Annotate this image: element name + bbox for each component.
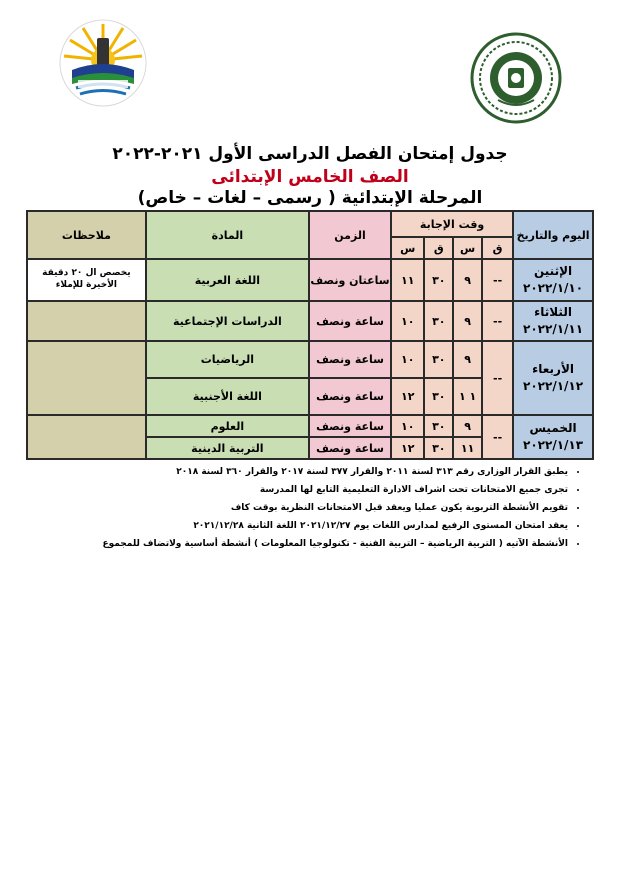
cell-h1: ٩ — [453, 259, 482, 301]
cell-q2: ٣٠ — [424, 259, 453, 301]
list-item: • تقويم الأنشطة التربوية يكون عمليا ويعقد قبل الامتحانات النظرية بوقت كاف — [20, 499, 568, 517]
day-cell — [513, 415, 593, 459]
cell-subject: الدراسات الإجتماعية — [146, 301, 309, 341]
table-row — [27, 301, 593, 341]
cell-q2: ٣٠ — [424, 301, 453, 341]
cell-note: يخصص ال ٢٠ دقيقة الأخيرة للإملاء — [27, 259, 146, 301]
cell-q1: -- — [482, 415, 513, 459]
cell-duration: ساعة ونصف — [309, 437, 391, 459]
stage-title: المرحلة الإبتدائية ( رسمى – لغات – خاص) — [137, 188, 483, 208]
cell-subject: اللغة الأجنبية — [146, 378, 309, 415]
cell-duration: ساعة ونصف — [309, 301, 391, 341]
cell-h2: ١٠ — [391, 301, 424, 341]
cell-subject: العلوم — [146, 415, 309, 437]
cell-q1: -- — [482, 341, 513, 415]
header-notes: ملاحظات — [27, 211, 146, 259]
day-cell — [513, 301, 593, 341]
day-date: ٢٠٢٢/١/١٠ — [523, 281, 584, 295]
header-answer-time: وقت الإجابة — [391, 211, 513, 237]
cell-duration: ساعتان ونصف — [309, 259, 391, 301]
cell-duration: ساعة ونصف — [309, 341, 391, 378]
exam-schedule-table — [26, 210, 594, 460]
cell-q1: -- — [482, 259, 513, 301]
cell-h2: ١٠ — [391, 341, 424, 378]
sub-hours-end: س — [391, 237, 424, 259]
day-date: ٢٠٢٢/١/١١ — [523, 322, 584, 336]
grade-title: الصف الخامس الإبتدائى — [211, 167, 409, 187]
cell-h2: ١٠ — [391, 415, 424, 437]
cell-subject: اللغة العربية — [146, 259, 309, 301]
cell-duration: ساعة ونصف — [309, 378, 391, 415]
list-item: • الأنشطة الآتيه ( التربية الرياضية – التربية الفنية - تكنولوجيا المعلومات ) أنشطة أساسية ولاتضاف للمجموع — [20, 535, 568, 553]
exam-title: جدول إمتحان الفصل الدراسى الأول ٢٠٢١-٢٠٢٢ — [112, 144, 508, 164]
cell-q1: -- — [482, 301, 513, 341]
cell-h2: ١١ — [391, 259, 424, 301]
cell-note — [27, 301, 146, 341]
notes-list — [20, 463, 582, 553]
table-row — [27, 341, 593, 378]
sub-minutes-start: ق — [482, 237, 513, 259]
day-name: الثلاثاء — [534, 305, 572, 320]
day-name: الخميس — [529, 421, 577, 436]
list-item: • تجرى جميع الامتحانات تحت اشراف الادارة التعليمية التابع لها المدرسة — [20, 481, 568, 499]
day-cell — [513, 259, 593, 301]
cell-q2: ٣٠ — [424, 341, 453, 378]
cell-note — [27, 341, 146, 415]
day-date: ٢٠٢٢/١/١٢ — [523, 379, 584, 393]
cell-h1: ١١ — [453, 437, 482, 459]
header-duration: الزمن — [309, 211, 391, 259]
day-cell — [513, 341, 593, 415]
table-row — [27, 259, 593, 301]
cell-q2: ٣٠ — [424, 378, 453, 415]
cell-q2: ٣٠ — [424, 437, 453, 459]
cell-h1: ٩ — [453, 341, 482, 378]
sub-minutes-end: ق — [424, 237, 453, 259]
cell-q2: ٣٠ — [424, 415, 453, 437]
cell-subject: الرياضيات — [146, 341, 309, 378]
cell-duration: ساعة ونصف — [309, 415, 391, 437]
sub-hours-start: س — [453, 237, 482, 259]
list-item: • يطبق القرار الوزارى رقم ٣١٣ لسنة ٢٠١١ والقرار ٣٧٧ لسنة ٢٠١٧ والقرار ٣٦٠ لسنة ٢٠١٨ — [20, 463, 568, 481]
education-directorate-logo — [58, 18, 148, 108]
header-day: اليوم والتاريخ — [513, 211, 593, 259]
header-subject: المادة — [146, 211, 309, 259]
cell-h2: ١٢ — [391, 378, 424, 415]
governorate-seal — [470, 32, 562, 124]
cell-h1: ٩ — [453, 415, 482, 437]
cell-note — [27, 415, 146, 459]
cell-subject: التربية الدينية — [146, 437, 309, 459]
cell-h1: ٩ — [453, 301, 482, 341]
cell-h1: ١ ١ — [453, 378, 482, 415]
day-date: ٢٠٢٢/١/١٣ — [523, 438, 584, 452]
cell-h2: ١٢ — [391, 437, 424, 459]
day-name: الإثنين — [533, 264, 573, 279]
table-row — [27, 415, 593, 437]
list-item: • يعقد امتحان المستوى الرفيع لمدارس اللغات يوم ٢٠٢١/١٢/٢٧ اللغة الثانية ٢٠٢١/١٢/٢٨ — [20, 517, 568, 535]
day-name: الأربعاء — [532, 362, 574, 377]
